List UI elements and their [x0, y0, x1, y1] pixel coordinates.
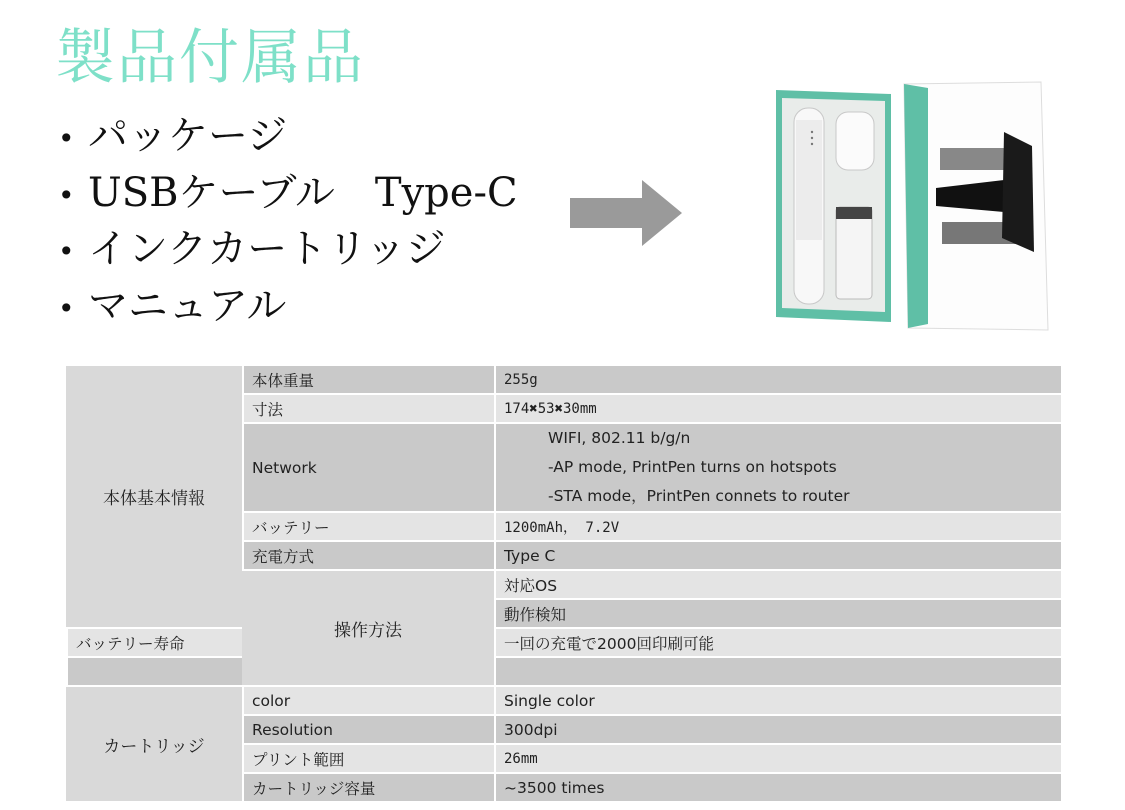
spec-label: 寸法 — [242, 395, 494, 424]
spec-value: 300dpi — [494, 716, 1061, 745]
network-line: WIFI, 802.11 b/g/n — [548, 429, 691, 447]
spec-label: バッテリー — [242, 513, 494, 542]
spec-label: 対応OS — [494, 571, 1061, 600]
spec-value: Type C — [494, 542, 1061, 571]
accessory-manual: マニュアル — [88, 282, 287, 329]
spec-label: バッテリー寿命 — [66, 629, 242, 658]
spec-label: color — [242, 687, 494, 716]
right-arrow-icon — [570, 178, 682, 248]
group-label-cartridge: カートリッジ — [66, 687, 242, 803]
accessory-package: パッケージ — [88, 113, 288, 159]
accessory-list — [58, 108, 518, 334]
table-row — [66, 687, 1061, 716]
group-label-operation: 操作方法 — [242, 571, 494, 687]
bullet-icon: • — [58, 122, 75, 155]
spec-table — [66, 366, 1061, 803]
page-title: 製品付属品 — [55, 23, 365, 93]
spec-value — [494, 658, 1061, 687]
table-row — [66, 658, 1061, 687]
table-row — [66, 629, 1061, 658]
table-row — [66, 366, 1061, 395]
spec-value: 一回の充電で2000回印刷可能 — [494, 629, 1061, 658]
spec-label: 本体重量 — [242, 366, 494, 395]
network-line: -AP mode, PrintPen turns on hotspots — [548, 458, 837, 476]
spec-label: Resolution — [242, 716, 494, 745]
spec-label: 充電方式 — [242, 542, 494, 571]
spec-value: 174✖53✖30mm — [494, 395, 1061, 424]
bullet-icon: • — [58, 291, 75, 325]
spec-label: Network — [242, 424, 494, 513]
spec-label: 動作検知 — [494, 600, 1061, 629]
bullet-icon: • — [58, 235, 75, 268]
accessory-ink-cartridge: インクカートリッジ — [88, 226, 446, 272]
spec-value-network — [494, 424, 1061, 513]
list-item — [58, 278, 518, 335]
list-item — [58, 165, 518, 222]
spec-label: カートリッジ容量 — [242, 774, 494, 803]
spec-label — [66, 658, 242, 687]
network-line: -STA mode，PrintPen connets to router — [548, 487, 850, 505]
spec-value: 1200mAh， 7.2V — [494, 513, 1061, 542]
bullet-icon: • — [58, 178, 75, 212]
spec-value: 255g — [494, 366, 1061, 395]
spec-value: Single color — [494, 687, 1061, 716]
product-package-photo — [756, 72, 1056, 334]
spec-label: プリント範囲 — [242, 745, 494, 774]
group-label-basic-info: 本体基本情報 — [66, 366, 242, 629]
list-item — [58, 108, 518, 165]
list-item — [58, 221, 518, 278]
spec-value: ~3500 times — [494, 774, 1061, 803]
accessory-usb-cable: USBケーブル Type-C — [88, 169, 518, 216]
spec-value: 26mm — [494, 745, 1061, 774]
